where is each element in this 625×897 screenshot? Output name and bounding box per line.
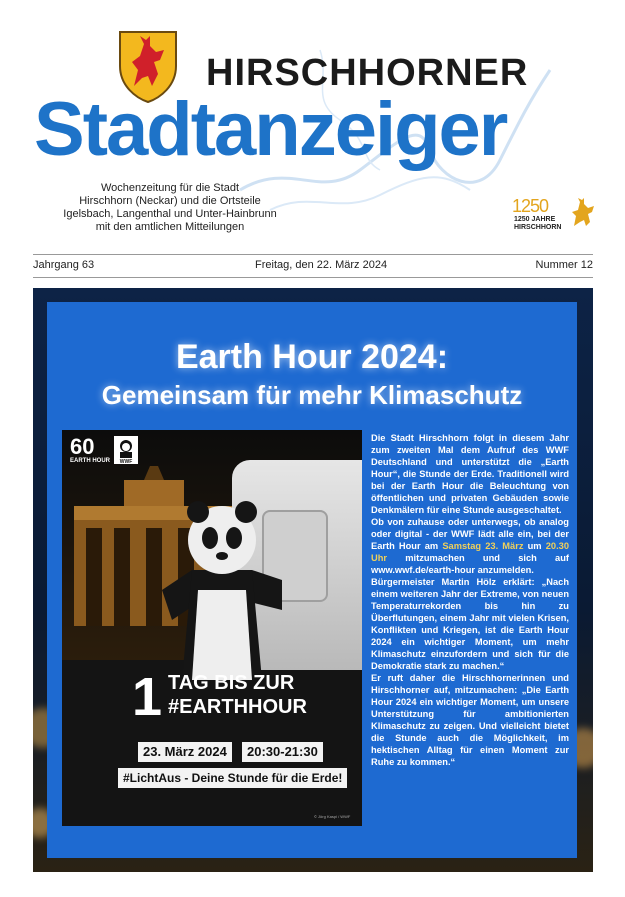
earth-hour-feature bbox=[33, 288, 593, 872]
article-paragraph: Bürgermeister Martin Hölz erklärt: „Nach einem weiteren Jahr der Extreme, von neuen Temperaturrekorden bis hin zu Überflutungen, einem Jahr mit vielen Krisen, Konflikten und Kriegen, ist die Earth Hour 2024 ein wichtiger Moment, um mehr Klimaschutz einzufordern und sich für die Demokratie stark zu machen.“ bbox=[371, 577, 569, 671]
earth-hour-poster bbox=[62, 430, 362, 826]
subtitle-line: Wochenzeitung für die Stadt bbox=[101, 182, 239, 194]
article-paragraph: Er ruft daher die Hirschhornerinnen und Hirschhorner auf, mitzumachen: „Die Earth Hour 2024 ein wichtiger Moment, um unsere Unterstützung für ambitionierten Klimaschutz zu zeigen. Und vielleicht bietet die Stunde auch die Möglichkeit, im hektischen Alltag für einen Moment zur Ruhe zu kommen.“ bbox=[371, 673, 569, 767]
event-date-highlight: Samstag 23. März bbox=[442, 541, 524, 551]
deer-icon bbox=[566, 196, 600, 230]
feature-article bbox=[371, 432, 569, 768]
countdown-hashtag: #EARTHHOUR bbox=[168, 696, 307, 718]
wwf-label: WWF bbox=[119, 459, 133, 464]
volume-label: Jahrgang 63 bbox=[33, 259, 95, 271]
subtitle-line: Hirschhorn (Neckar) und die Ortsteile bbox=[79, 195, 261, 207]
article-text: Ob von zuhause oder unterwegs, ob analog oder digital - der WWF lädt alle ein, bei der Earth Hour am bbox=[371, 517, 569, 551]
logo-text: EARTH HOUR bbox=[70, 458, 110, 464]
masthead-title-top: HIRSCHHORNER bbox=[206, 52, 529, 94]
anniversary-number: 1250 bbox=[512, 196, 549, 216]
event-date-badge: 23. März 2024 bbox=[138, 742, 232, 762]
subtitle-line: mit den amtlichen Mitteilungen bbox=[95, 221, 245, 233]
wwf-panda-icon bbox=[114, 436, 138, 464]
divider bbox=[33, 277, 593, 278]
logo-number: 60 bbox=[70, 434, 95, 459]
issue-info-bar bbox=[33, 259, 593, 273]
anniversary-logo bbox=[512, 196, 602, 236]
article-paragraph: Die Stadt Hirschhorn folgt in diesem Jahr zum zweiten Mal dem Aufruf des WWF Deutschland und unterstützt die „Earth Hour“, die Stunde der Erde. Traditionell wird bei der Earth Hour die Beleuchtung von öffentlichen und privaten Gebäuden sowie Denkmälern für eine Stunde ausgeschaltet. bbox=[371, 433, 569, 515]
article-text: um bbox=[523, 541, 546, 551]
event-time-badge: 20:30-21:30 bbox=[242, 742, 323, 762]
countdown-number: 1 bbox=[132, 667, 163, 727]
anniversary-text bbox=[514, 216, 561, 232]
countdown-line: TAG BIS ZUR bbox=[168, 672, 295, 694]
anniversary-line: HIRSCHHORN bbox=[514, 224, 562, 231]
divider bbox=[33, 254, 593, 255]
subtitle-line: Igelsbach, Langenthal und Unter-Hainbrunn bbox=[63, 208, 277, 220]
issue-number: Nummer 12 bbox=[535, 259, 593, 271]
panda-icon bbox=[142, 490, 302, 680]
photo-credit: © Jörg Kaspi / WWF bbox=[314, 814, 351, 819]
earth-hour-logo bbox=[70, 436, 110, 464]
feature-panel bbox=[47, 302, 577, 858]
article-paragraph bbox=[371, 516, 569, 576]
masthead bbox=[0, 0, 625, 250]
issue-date: Freitag, den 22. März 2024 bbox=[255, 259, 388, 271]
masthead-title-main: Stadtanzeiger bbox=[34, 87, 507, 172]
masthead-subtitle bbox=[40, 182, 300, 234]
event-time-highlight: 20.30 Uhr bbox=[371, 541, 569, 563]
hashtag-badge: #LichtAus - Deine Stunde für die Erde! bbox=[118, 768, 347, 788]
anniversary-line: 1250 JAHRE bbox=[514, 216, 556, 223]
feature-subtitle: Gemeinsam für mehr Klimaschutz bbox=[101, 380, 523, 410]
article-text: mitzumachen und sich auf www.wwf.de/earth-hour anzumelden. bbox=[371, 553, 569, 575]
feature-title: Earth Hour 2024: bbox=[175, 338, 449, 376]
